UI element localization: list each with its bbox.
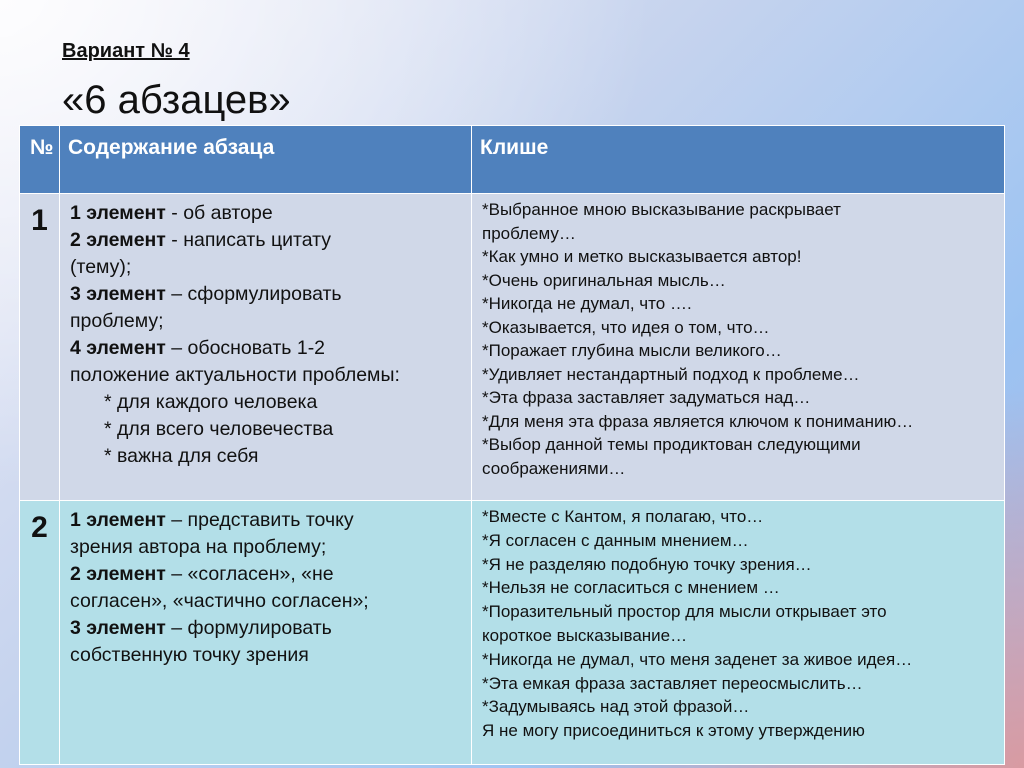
cliche-line: *Поразительный простор для мысли открывает это bbox=[482, 602, 887, 622]
paragraph-content bbox=[60, 501, 472, 765]
cliche-list bbox=[472, 501, 1005, 765]
element-text: – «согласен», «не bbox=[165, 563, 334, 585]
cliche-line: *Выбор данной темы продиктован следующими bbox=[482, 435, 861, 454]
cliche-line: *Я согласен с данным мнением… bbox=[482, 530, 749, 550]
content-line bbox=[70, 507, 463, 534]
cliche-line: *Очень оригинальная мысль… bbox=[482, 270, 726, 290]
element-text: зрения автора на проблему; bbox=[70, 536, 327, 558]
content-line bbox=[70, 227, 463, 254]
element-text: собственную точку зрения bbox=[70, 644, 309, 666]
element-text: – сформулировать bbox=[165, 283, 342, 305]
content-line bbox=[70, 443, 463, 470]
cliche-line: *Нельзя не согласиться с мнением … bbox=[482, 578, 780, 598]
cliche-line: *Как умно и метко высказывается автор! bbox=[482, 247, 802, 266]
cliche-line: *Эта емкая фраза заставляет переосмыслить… bbox=[482, 673, 863, 693]
cliche-line: *Вместе с Кантом, я полагаю, что… bbox=[482, 507, 764, 526]
element-text: - об авторе bbox=[165, 202, 273, 224]
cliche-line: *Оказывается, что идея о том, что… bbox=[482, 317, 770, 337]
element-text: – формулировать bbox=[165, 617, 332, 639]
paragraph-table bbox=[19, 125, 1005, 765]
cliche-line: *Никогда не думал, что …. bbox=[482, 294, 692, 313]
table-row bbox=[20, 501, 1005, 765]
variant-label: Вариант № 4 bbox=[62, 40, 190, 62]
cliche-line: *Поражает глубина мысли великого… bbox=[482, 341, 782, 360]
element-text: проблему; bbox=[70, 310, 164, 332]
element-text: * для каждого человека bbox=[104, 391, 318, 413]
content-line bbox=[70, 200, 463, 227]
content-line bbox=[70, 534, 463, 561]
cliche-line: *Для меня эта фраза является ключом к пониманию… bbox=[482, 411, 914, 431]
element-label: 1 элемент bbox=[70, 202, 166, 224]
content-line bbox=[70, 615, 463, 642]
element-label: 2 элемент bbox=[70, 563, 166, 585]
content-line bbox=[70, 281, 463, 308]
content-line bbox=[70, 335, 463, 362]
cliche-line: Я не могу присоединиться к этому утверждению bbox=[482, 721, 865, 741]
cliche-line: *Никогда не думал, что меня заденет за живое идея… bbox=[482, 649, 913, 669]
element-text: (тему); bbox=[70, 256, 132, 278]
element-label: 3 элемент bbox=[70, 617, 166, 639]
element-text: – представить точку bbox=[165, 509, 354, 531]
element-text: * важна для себя bbox=[104, 445, 259, 467]
element-text: положение актуальности проблемы: bbox=[70, 364, 400, 386]
content-line bbox=[70, 416, 463, 443]
element-label: 1 элемент bbox=[70, 509, 166, 531]
cliche-list bbox=[472, 194, 1005, 501]
header-content: Содержание абзаца bbox=[60, 126, 472, 194]
row-number: 2 bbox=[20, 501, 60, 765]
header-number: № bbox=[20, 126, 60, 194]
element-text: * для всего человечества bbox=[104, 418, 334, 440]
cliche-line: *Удивляет нестандартный подход к проблеме… bbox=[482, 364, 860, 384]
cliche-line: соображениями… bbox=[482, 458, 626, 478]
element-label: 4 элемент bbox=[70, 337, 166, 359]
table-header-row bbox=[20, 126, 1005, 194]
cliche-line: *Я не разделяю подобную точку зрения… bbox=[482, 554, 812, 574]
row-number: 1 bbox=[20, 194, 60, 501]
paragraph-content bbox=[60, 194, 472, 501]
element-text: - написать цитату bbox=[165, 229, 332, 251]
content-line bbox=[70, 362, 463, 389]
cliche-line: короткое высказывание… bbox=[482, 625, 688, 645]
content-line bbox=[70, 254, 463, 281]
content-line bbox=[70, 561, 463, 588]
element-text: согласен», «частично согласен»; bbox=[70, 590, 369, 612]
content-line bbox=[70, 642, 463, 669]
cliche-line: *Выбранное мною высказывание раскрывает bbox=[482, 200, 841, 219]
header-cliche: Клише bbox=[472, 126, 1005, 194]
content-line bbox=[70, 389, 463, 416]
element-label: 3 элемент bbox=[70, 283, 166, 305]
page-title: «6 абзацев» bbox=[62, 78, 291, 122]
table-row bbox=[20, 194, 1005, 501]
element-text: – обосновать 1-2 bbox=[165, 337, 326, 359]
cliche-line: проблему… bbox=[482, 223, 576, 243]
element-label: 2 элемент bbox=[70, 229, 166, 251]
content-line bbox=[70, 308, 463, 335]
cliche-line: *Эта фраза заставляет задуматься над… bbox=[482, 388, 811, 407]
cliche-line: *Задумываясь над этой фразой… bbox=[482, 697, 750, 717]
content-line bbox=[70, 588, 463, 615]
